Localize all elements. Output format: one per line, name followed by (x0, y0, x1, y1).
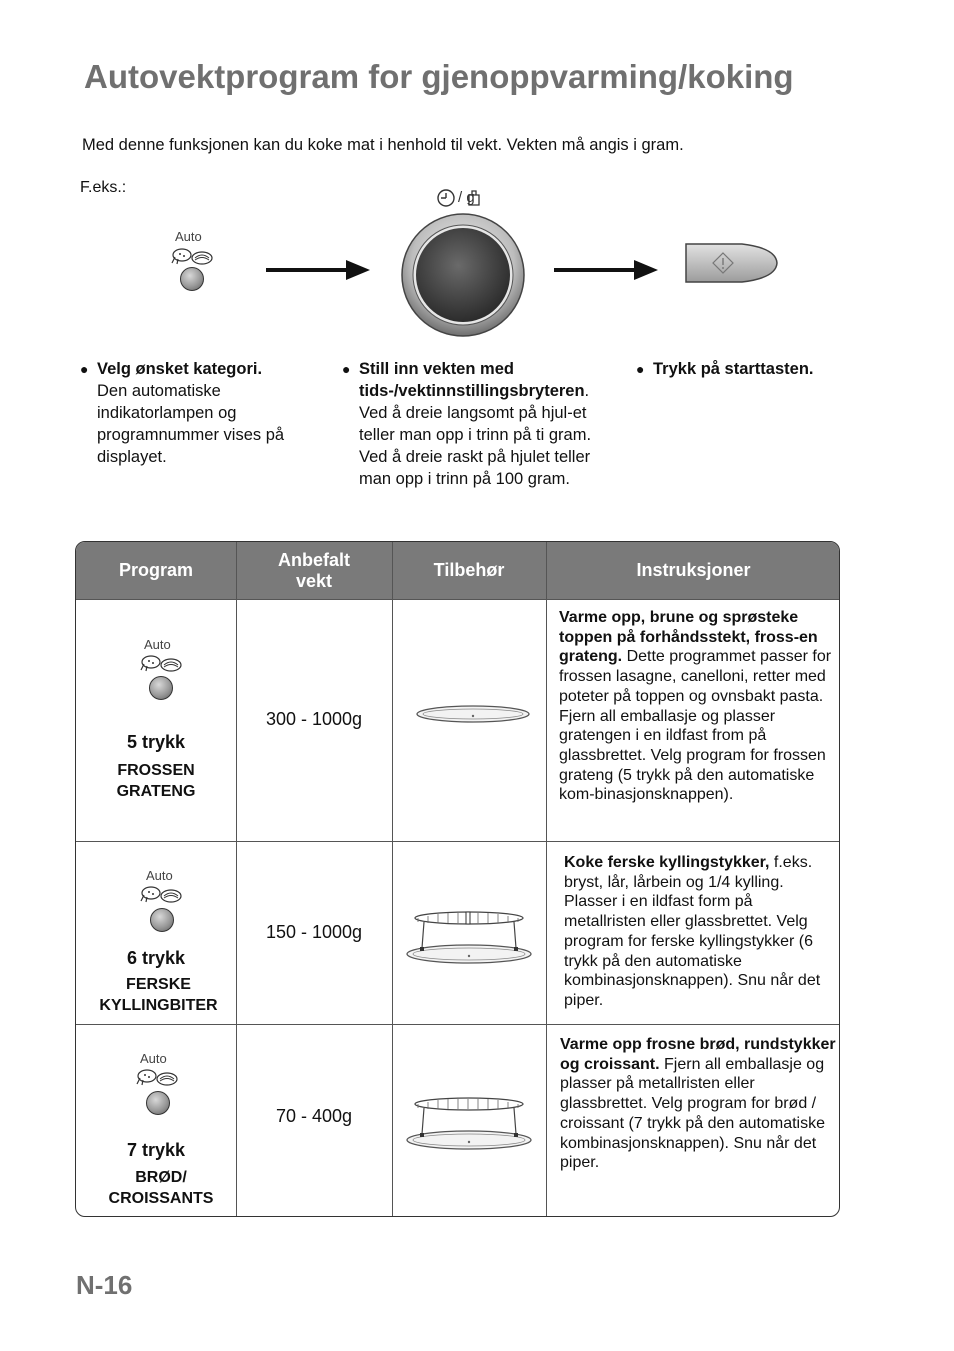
row-3-instructions (560, 1035, 836, 1173)
auto-button-icon (146, 1091, 170, 1115)
row-2-instructions (564, 853, 836, 1011)
row-3-instr-bold: Varme opp frosne brød, rundstykker og croissant. (560, 1036, 836, 1073)
divider (76, 599, 839, 600)
intro-text: Med denne funksjonen kan du koke mat i henhold til vekt. Vekten må angis i gram. (82, 136, 684, 154)
auto-label: Auto (175, 229, 202, 244)
page-title: Autovektprogram for gjenoppvarming/koking (84, 58, 794, 95)
row-1-instructions (559, 608, 837, 805)
food-icon (135, 1066, 181, 1088)
arrow-icon (266, 268, 348, 272)
header-program: Program (118, 560, 194, 580)
step-3 (636, 358, 873, 380)
row-2-name: FERSKE KYLLINGBITER (99, 976, 218, 1014)
row-1-count: 5 trykk (126, 732, 186, 752)
row-2-count: 6 trykk (126, 948, 186, 968)
auto-label: Auto (144, 637, 171, 652)
bullet-icon: ● (636, 361, 645, 377)
step-1 (80, 358, 297, 468)
table-header (76, 542, 839, 599)
weight-icon (466, 187, 482, 207)
step-2-bold: Still inn vekten med tids-/vektinnstillingsbryteren (359, 360, 585, 400)
row-3-count: 7 trykk (126, 1140, 186, 1160)
start-button-icon[interactable] (682, 240, 780, 286)
step-2 (342, 358, 599, 490)
bullet-icon: ● (80, 361, 89, 377)
page-number: N-16 (76, 1270, 133, 1300)
example-label: F.eks.: (80, 179, 127, 196)
auto-label: Auto (146, 868, 173, 883)
row-2-instr-text: f.eks. bryst, lår, lårbein og 1/4 kylling. Plasser i en ildfast form på metallristen eller glassbrettet. Velg program for ferske kyllingstykker (6 trykk på den automatiske kombinasjonsknappen). Snu når det piper. (564, 854, 821, 1009)
row-2-instr-bold: Koke ferske kyllingstykker, (564, 854, 770, 871)
divider (76, 1024, 839, 1025)
step-3-bold: Trykk på starttasten. (653, 360, 814, 378)
divider (392, 542, 393, 1217)
divider (546, 542, 547, 1217)
metal-rack-on-tray-icon (404, 1094, 534, 1156)
auto-button-icon (150, 908, 174, 932)
program-table (75, 541, 840, 1217)
row-1-name: FROSSEN GRATENG (116, 762, 196, 800)
row-2-weight: 150 - 1000g (265, 922, 363, 942)
header-accessory: Tilbehør (433, 560, 505, 580)
bullet-icon: ● (342, 361, 351, 377)
clock-icon (436, 188, 456, 208)
row-3-instr-text: Fjern all emballasje og plasser på metallristen eller glassbrettet. Velg program for brød / croissant (7 trykk på den automatiske kombinasjonsknappen). Snu når det piper. (560, 1055, 826, 1172)
food-icon (139, 652, 185, 674)
food-icon (170, 245, 216, 267)
step-1-text: Den automatiske indikatorlampen og programnummer vises på displayet. (97, 382, 285, 466)
metal-rack-on-tray-icon (404, 908, 534, 970)
step-2-text: . Ved å dreie langsomt på hjul-et teller man opp i trinn på ti gram. Ved å dreie raskt på hjulet teller man opp i trinn på 100 gram. (359, 382, 592, 488)
divider (76, 841, 839, 842)
row-3-name: BRØD/ CROISSANTS (108, 1169, 214, 1207)
auto-button-icon (149, 676, 173, 700)
arrow-icon (554, 268, 636, 272)
time-weight-dial-icon[interactable] (400, 212, 526, 338)
arrow-head-icon (346, 260, 370, 280)
auto-button-icon[interactable] (180, 267, 204, 291)
header-weight: Anbefalt vekt (278, 549, 350, 591)
row-1-instr-text: Dette programmet passer for frossen lasagne, canelloni, retter med poteter på toppen og ovnsbakt pasta. Fjern all emballasje og plasser gratengen i en ildfast from på glassbrettet. Velg program for frossen grateng (5 trykk på den automatiske kom-binasjonsknappen). (559, 648, 832, 804)
auto-label: Auto (140, 1051, 167, 1066)
dial-label: / g (458, 189, 475, 206)
row-3-weight: 70 - 400g (275, 1106, 353, 1126)
row-1-instr-bold: Varme opp, brune og sprøsteke toppen på forhåndsstekt, fross-en grateng. (559, 609, 818, 666)
food-icon (139, 883, 185, 905)
step-1-bold: Velg ønsket kategori. (97, 360, 263, 378)
arrow-head-icon (634, 260, 658, 280)
row-1-weight: 300 - 1000g (265, 709, 363, 729)
header-instructions: Instruksjoner (636, 560, 751, 580)
glass-tray-icon (414, 702, 532, 726)
